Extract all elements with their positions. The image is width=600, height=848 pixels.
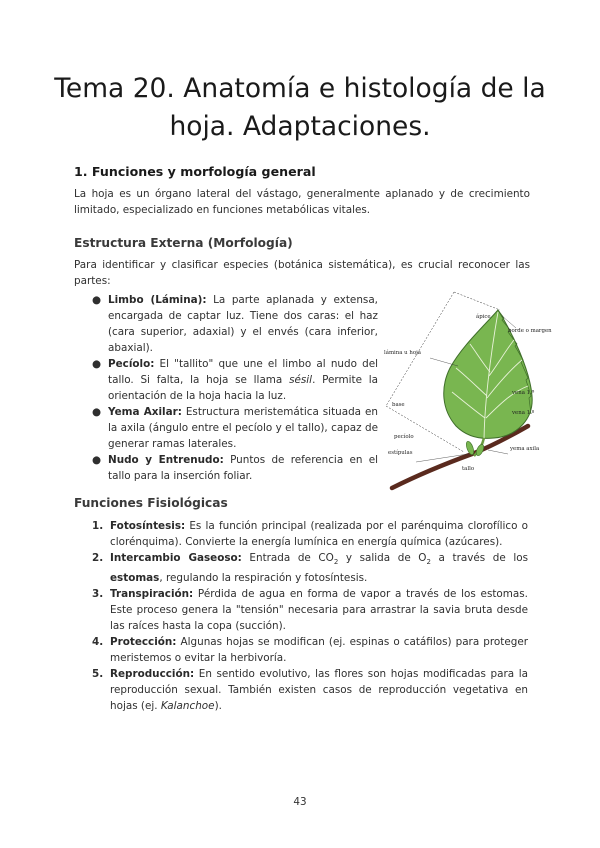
item-number: 3. [92, 588, 104, 601]
label-bud: yema axila [510, 446, 540, 452]
term-protection: Protección: [110, 636, 177, 649]
bullet-icon: ● [92, 454, 102, 466]
term-limbo: Limbo (Lámina): [108, 294, 207, 306]
item-number: 2. [92, 552, 104, 564]
desc-peciolo-b: . Permite la orientación de la hoja hacia la luz. [108, 374, 378, 402]
subscript: 2 [426, 558, 431, 567]
section-intro-paragraph: La hoja es un órgano lateral del vástago, generalmente aplanado y de crecimiento limitado, especializado en funciones metabólicas vitales. [74, 188, 530, 216]
desc-peciolo-a: El "tallito" que une el limbo al nudo del tallo. Si falta, la hoja se llama [108, 358, 378, 386]
bullet-icon: ● [92, 406, 102, 418]
bullet-icon: ● [92, 294, 102, 306]
term-peciolo: Pecíolo: [108, 358, 155, 370]
section-heading-functions-morphology: 1. Funciones y morfología general [74, 164, 316, 179]
desc-reproduction-a: En sentido evolutivo, las flores son hojas modificadas para la reproducción sexual. También existen casos de reproducción vegetativa en hojas (ej. [110, 668, 528, 713]
desc-limbo: La parte aplanada y extensa, encargada de captar luz. Tiene dos caras: el haz (cara superior, adaxial) y el envés (cara inferior, abaxial). [108, 294, 378, 354]
bullet-icon: ● [92, 358, 102, 370]
leaf-parts-list [92, 292, 378, 484]
term-nudo-entrenudo: Nudo y Entrenudo: [108, 454, 224, 466]
desc-gas-exchange-part: a través de los [430, 552, 528, 564]
stipule-shape [465, 440, 475, 455]
desc-protection: Algunas hojas se modifican (ej. espinas o catáfilos) para proteger meristemos o evitar la herbivoría. [110, 636, 528, 665]
item-number: 5. [92, 668, 104, 681]
pointer-line [488, 450, 508, 454]
label-margin: borde o margen [508, 328, 552, 334]
list-item-nudo-entrenudo [92, 452, 378, 484]
list-item-photosynthesis [92, 518, 528, 550]
diagram-guide-line [454, 292, 500, 310]
list-item-gas-exchange [92, 550, 528, 586]
term-transpiration: Transpiración: [110, 588, 194, 601]
label-vein2: vena 1.º [512, 410, 535, 416]
label-stem: tallo [462, 466, 475, 472]
desc-transpiration: Pérdida de agua en forma de vapor a través de los estomas. Este proceso genera la "tensión" necesaria para arrastrar la savia bruta desde las raíces hasta la copa (succión). [110, 588, 528, 633]
desc-gas-exchange-part: , regulando la respiración y fotosíntesis. [159, 572, 368, 585]
term-gas-exchange: Intercambio Gaseoso: [110, 552, 242, 564]
item-number: 4. [92, 636, 104, 649]
term-reproduction: Reproducción: [110, 668, 195, 681]
label-apex: ápice [476, 314, 491, 320]
list-item-peciolo [92, 356, 378, 404]
list-item-reproduction [92, 666, 528, 714]
desc-reproduction-em: Kalanchoe [160, 700, 215, 713]
page-title: Tema 20. Anatomía e histología de la hoja. Adaptaciones. [54, 73, 546, 142]
list-item-yema-axilar [92, 404, 378, 452]
physiological-functions-heading: Funciones Fisiológicas [74, 496, 228, 510]
leaf-anatomy-diagram [380, 288, 552, 498]
term-stomata: estomas [110, 572, 160, 585]
label-blade: lámina u hoja [384, 350, 421, 356]
desc-nudo-entrenudo: Puntos de referencia en el tallo para la inserción foliar. [108, 454, 378, 482]
page-number: 43 [293, 796, 307, 808]
term-photosynthesis: Fotosíntesis: [110, 520, 186, 532]
list-item-limbo [92, 292, 378, 356]
list-item-transpiration [92, 586, 528, 634]
term-yema-axilar: Yema Axilar: [108, 406, 182, 418]
label-base: base [392, 402, 405, 408]
external-structure-heading: Estructura Externa (Morfología) [74, 236, 293, 250]
desc-reproduction-b: ). [214, 700, 222, 713]
desc-gas-exchange-part: Entrada de CO [241, 552, 334, 564]
label-stipules: estípulas [388, 450, 413, 456]
item-number: 1. [92, 520, 104, 532]
desc-yema-axilar: Estructura meristemática situada en la axila (ángulo entre el pecíolo y el tallo), capaz de generar ramas laterales. [108, 406, 378, 450]
list-item-protection [92, 634, 528, 666]
external-structure-intro: Para identificar y clasificar especies (botánica sistemática), es crucial reconocer las partes: [74, 259, 530, 287]
desc-gas-exchange-part: y salida de O [338, 552, 427, 564]
label-petiole: pecíolo [394, 434, 414, 440]
desc-peciolo-em: sésil [289, 374, 313, 386]
subscript: 2 [333, 558, 339, 567]
functions-list [92, 518, 528, 714]
label-vein1: vena 1.ª [512, 390, 535, 396]
desc-photosynthesis: Es la función principal (realizada por el parénquima clorofílico o clorénquima). Convierte la energía lumínica en energía química (azúcares). [110, 520, 528, 548]
